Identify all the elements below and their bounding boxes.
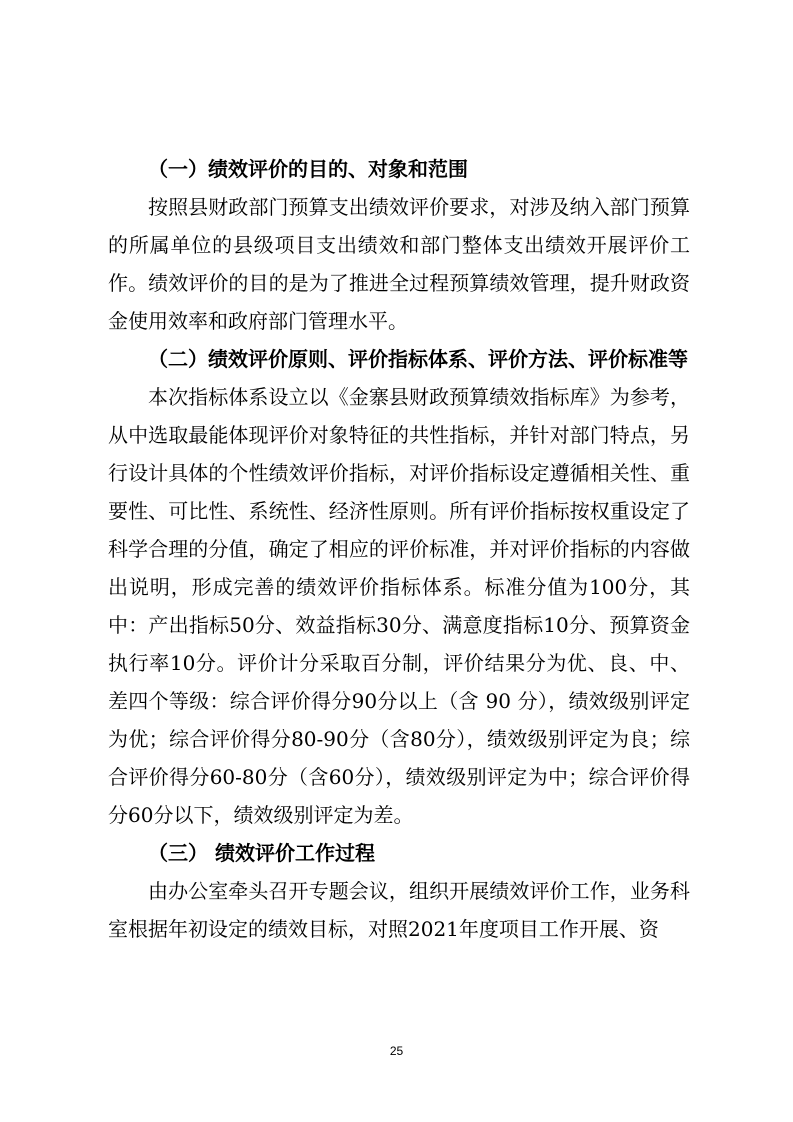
- section-principles: [108, 340, 690, 834]
- section-heading: （三） 绩效评价工作过程: [148, 841, 375, 865]
- section-heading: （一）绩效评价的目的、对象和范围: [148, 157, 468, 181]
- section-process: [108, 834, 690, 948]
- paragraph: 由办公室牵头召开专题会议，组织开展绩效评价工作，业务科室根据年初设定的绩效目标，对照2021年度项目工作开展、资: [108, 879, 690, 941]
- section-heading: （二）绩效评价原则、评价指标体系、评价方法、评价标准等: [148, 347, 688, 371]
- paragraph: 按照县财政部门预算支出绩效评价要求，对涉及纳入部门预算的所属单位的县级项目支出绩效和部门整体支出绩效开展评价工作。绩效评价的目的是为了推进全过程预算绩效管理，提升财政资金使用效率和政府部门管理水平。: [108, 195, 690, 333]
- section-purpose: [108, 150, 690, 340]
- paragraph: 本次指标体系设立以《金寨县财政预算绩效指标库》为参考，从中选取最能体现评价对象特征的共性指标，并针对部门特点，另行设计具体的个性绩效评价指标，对评价指标设定遵循相关性、重要性、可比性、系统性、经济性原则。所有评价指标按权重设定了科学合理的分值，确定了相应的评价标准，并对评价指标的内容做出说明，形成完善的绩效评价指标体系。标准分值为100分，其中：产出指标50分、效益指标30分、满意度指标10分、预算资金执行率10分。评价计分采取百分制，评价结果分为优、良、中、差四个等级：综合评价得分90分以上（含 90 分），绩效级别评定为优；综合评价得分80-90分（含80分），绩效级别评定为良；综合评价得分60-80分（含60分），绩效级别评定为中；综合评价得分60分以下，绩效级别评定为差。: [108, 385, 690, 827]
- document-body: [108, 150, 690, 948]
- page-number: 25: [389, 1044, 404, 1058]
